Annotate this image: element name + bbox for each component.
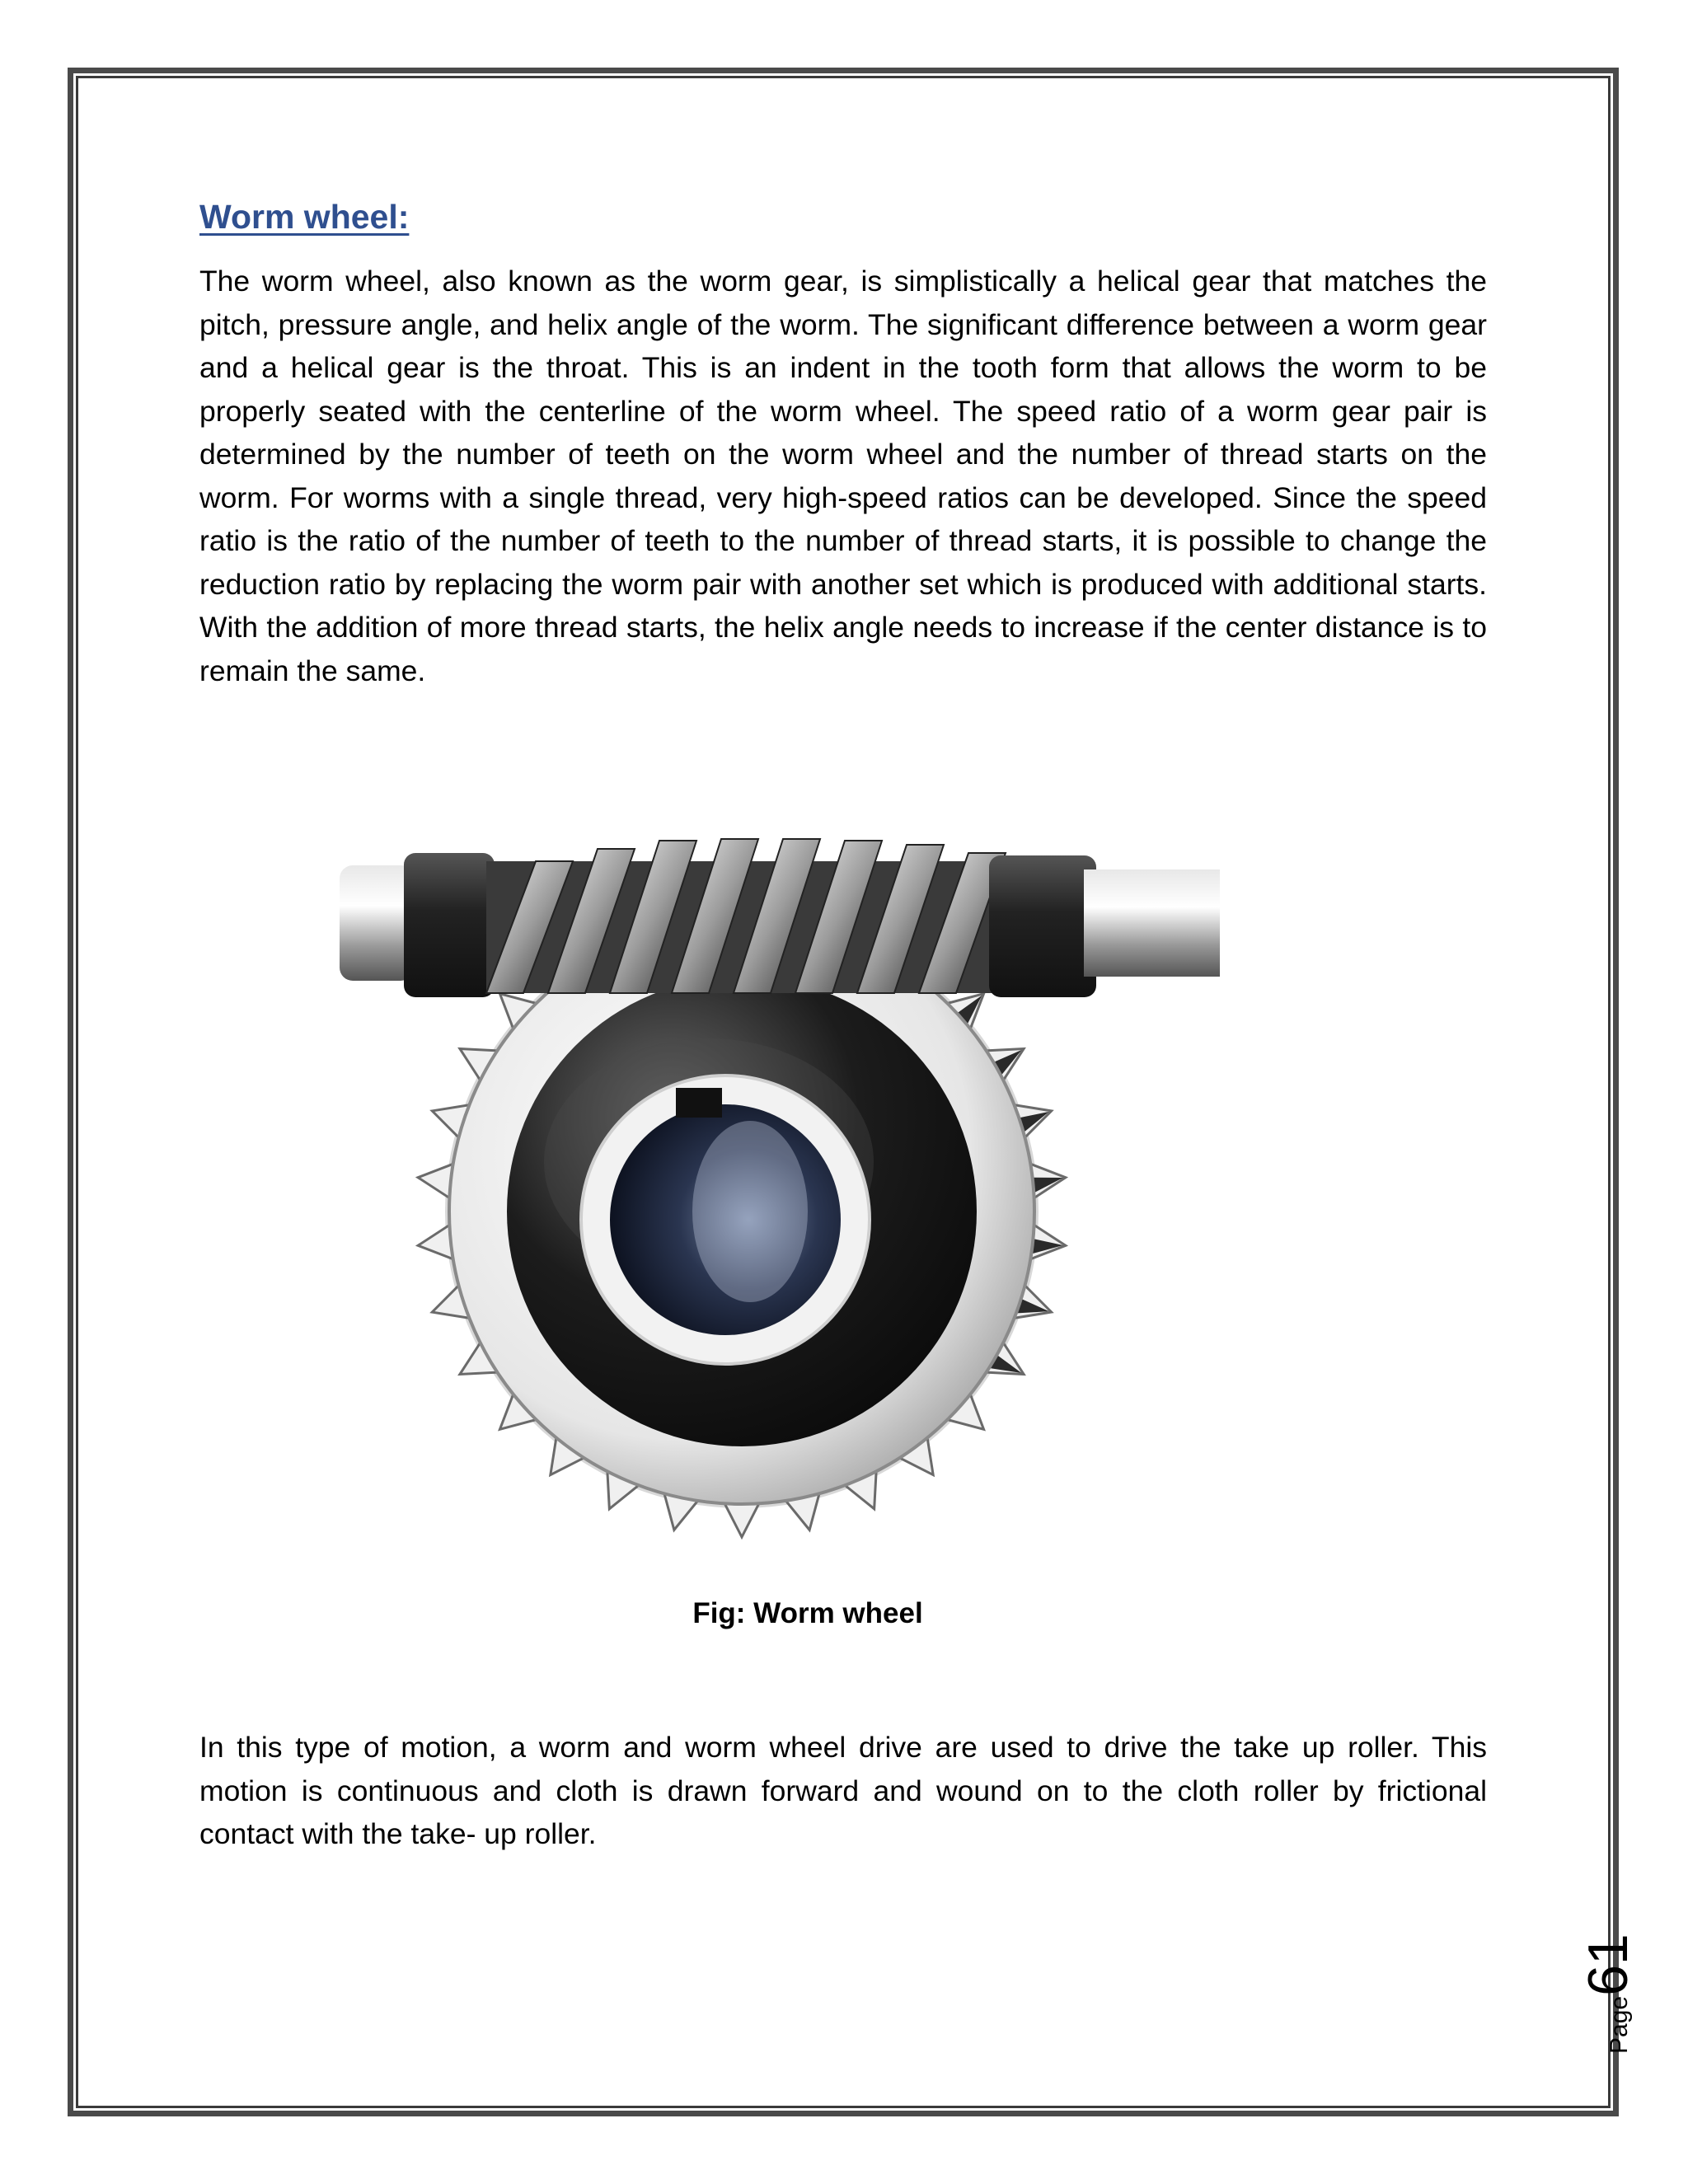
- paragraph-worm-wheel-description: The worm wheel, also known as the worm gear, is simplistically a helical gear that matches the pitch, pressure angle, and helix angle of the worm. The significant difference between a worm gear and a helical gear is the throat. This is an indent in the tooth form that allows the worm to be properly seated with the centerline of the worm wheel. The speed ratio of a worm gear pair is determined by the number of teeth on the worm wheel and the number of thread starts on the worm. For worms with a single thread, very high-speed ratios can be developed. Since the speed ratio is the ratio of the number of teeth to the number of thread starts, it is possible to change the reduction ratio by replacing the worm pair with another set which is produced with additional starts. With the addition of more thread starts, the helix angle needs to increase if the center distance is to remain the same.: [199, 265, 1487, 687]
- worm-wheel-figure: [338, 816, 1220, 1541]
- page-digits: 61: [1577, 1933, 1639, 1996]
- worm-shaft: [340, 839, 1220, 1005]
- page-number: [1573, 1854, 1639, 2060]
- main-content: [199, 198, 1487, 692]
- paragraph-take-up-motion: In this type of motion, a worm and worm wheel drive are used to drive the take up roller. This motion is continuous and cloth is drawn forward and wound on to the cloth roller by frictional contact with the take- up roller.: [199, 1731, 1487, 1850]
- page-label: Page: [1606, 1995, 1633, 2054]
- section-heading: Worm wheel:: [199, 198, 410, 236]
- page-number-rotated: [1576, 1933, 1640, 2054]
- figure-caption-text: Fig: Worm wheel: [692, 1597, 923, 1629]
- figure-caption: [0, 1597, 1688, 1630]
